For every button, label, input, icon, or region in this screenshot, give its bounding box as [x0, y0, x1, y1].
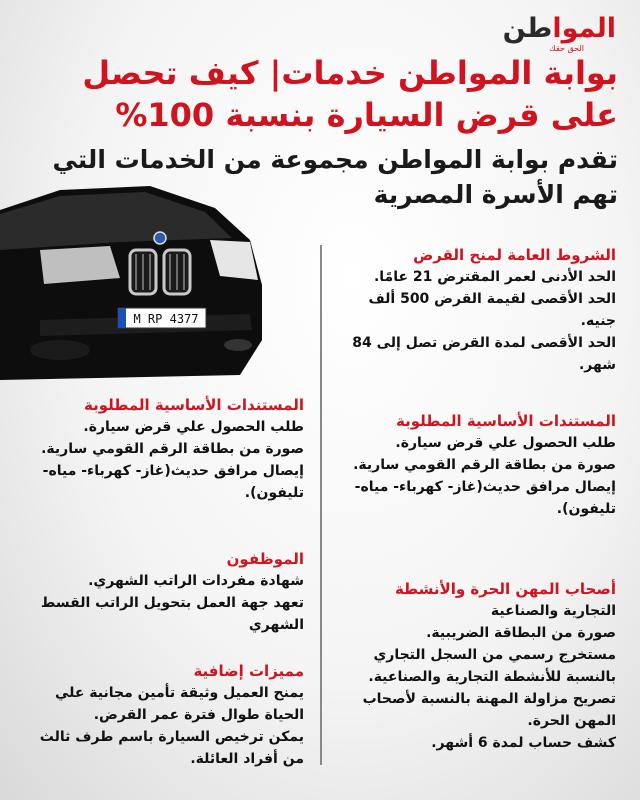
section-title: مميزات إضافية	[193, 662, 304, 680]
section-title: أصحاب المهن الحرة والأنشطة	[394, 580, 616, 598]
section-line: صورة من بطاقة الرقم القومي سارية.	[353, 457, 616, 473]
section-line: يمنح العميل وثيقة تأمين مجانية علي الحياة طوال فترة عمر القرض.	[54, 685, 304, 723]
section-line: يمكن ترخيص السيارة باسم طرف ثالث من أفراد العائلة.	[39, 729, 304, 767]
section-employees	[18, 548, 304, 636]
section-line: صورة من البطاقة الضريبية.	[426, 625, 616, 641]
section-line: الحد الأقصى لقيمة القرض 500 ألف جنيه.	[368, 291, 616, 329]
brand-logo	[502, 13, 616, 54]
license-plate: M RP 4377	[133, 312, 199, 326]
section-line: طلب الحصول علي قرض سيارة.	[83, 419, 304, 435]
section-line: تعهد جهة العمل بتحويل الراتب القسط الشهري	[40, 595, 304, 633]
section-title: المستندات الأساسية المطلوبة	[83, 396, 304, 414]
section-required-docs-right	[336, 410, 616, 520]
section-line: مستخرج رسمي من السجل التجاري بالنسبة للأنشطة التجارية والصناعية.	[368, 647, 616, 685]
car-image	[0, 180, 320, 380]
section-line: طلب الحصول علي قرض سيارة.	[395, 435, 616, 451]
section-line: إيصال مرافق حديث(غاز- كهرباء- مياه- تليفون).	[354, 479, 616, 517]
section-title: المستندات الأساسية المطلوبة	[395, 412, 616, 430]
section-line: التجارية والصناعية	[490, 603, 616, 619]
column-divider	[320, 245, 322, 765]
section-required-docs-left	[18, 394, 304, 504]
section-freelancers	[336, 578, 616, 754]
section-line: كشف حساب لمدة 6 أشهر.	[431, 735, 616, 751]
section-line: تصريح مزاولة المهنة بالنسبة لأصحاب المهن الحرة.	[362, 691, 616, 729]
section-title: الموظفون	[226, 550, 304, 568]
section-line: صورة من بطاقة الرقم القومي سارية.	[41, 441, 304, 457]
section-line: الحد الأقصى لمدة القرض تصل إلى 84 شهر.	[352, 335, 616, 373]
subheadline: تقدم بوابة المواطن مجموعة من الخدمات التي تهم الأسرة المصرية	[52, 145, 618, 209]
section-line: الحد الأدنى لعمر المقترض 21 عامًا.	[373, 269, 616, 285]
section-general-conditions	[336, 244, 616, 376]
section-extra-features	[18, 660, 304, 770]
section-line: شهادة مفردات الراتب الشهري.	[88, 573, 304, 589]
headline: بوابة المواطن خدمات| كيف تحصل على قرض السيارة بنسبة 100%	[82, 54, 618, 134]
brand-name-part2: طن	[502, 13, 553, 44]
section-title: الشروط العامة لمنح القرض	[413, 246, 616, 264]
section-line: إيصال مرافق حديث(غاز- كهرباء- مياه- تليفون).	[42, 463, 304, 501]
brand-tagline: الحق حقك	[549, 44, 584, 53]
brand-name-part1: الموا	[552, 13, 616, 44]
